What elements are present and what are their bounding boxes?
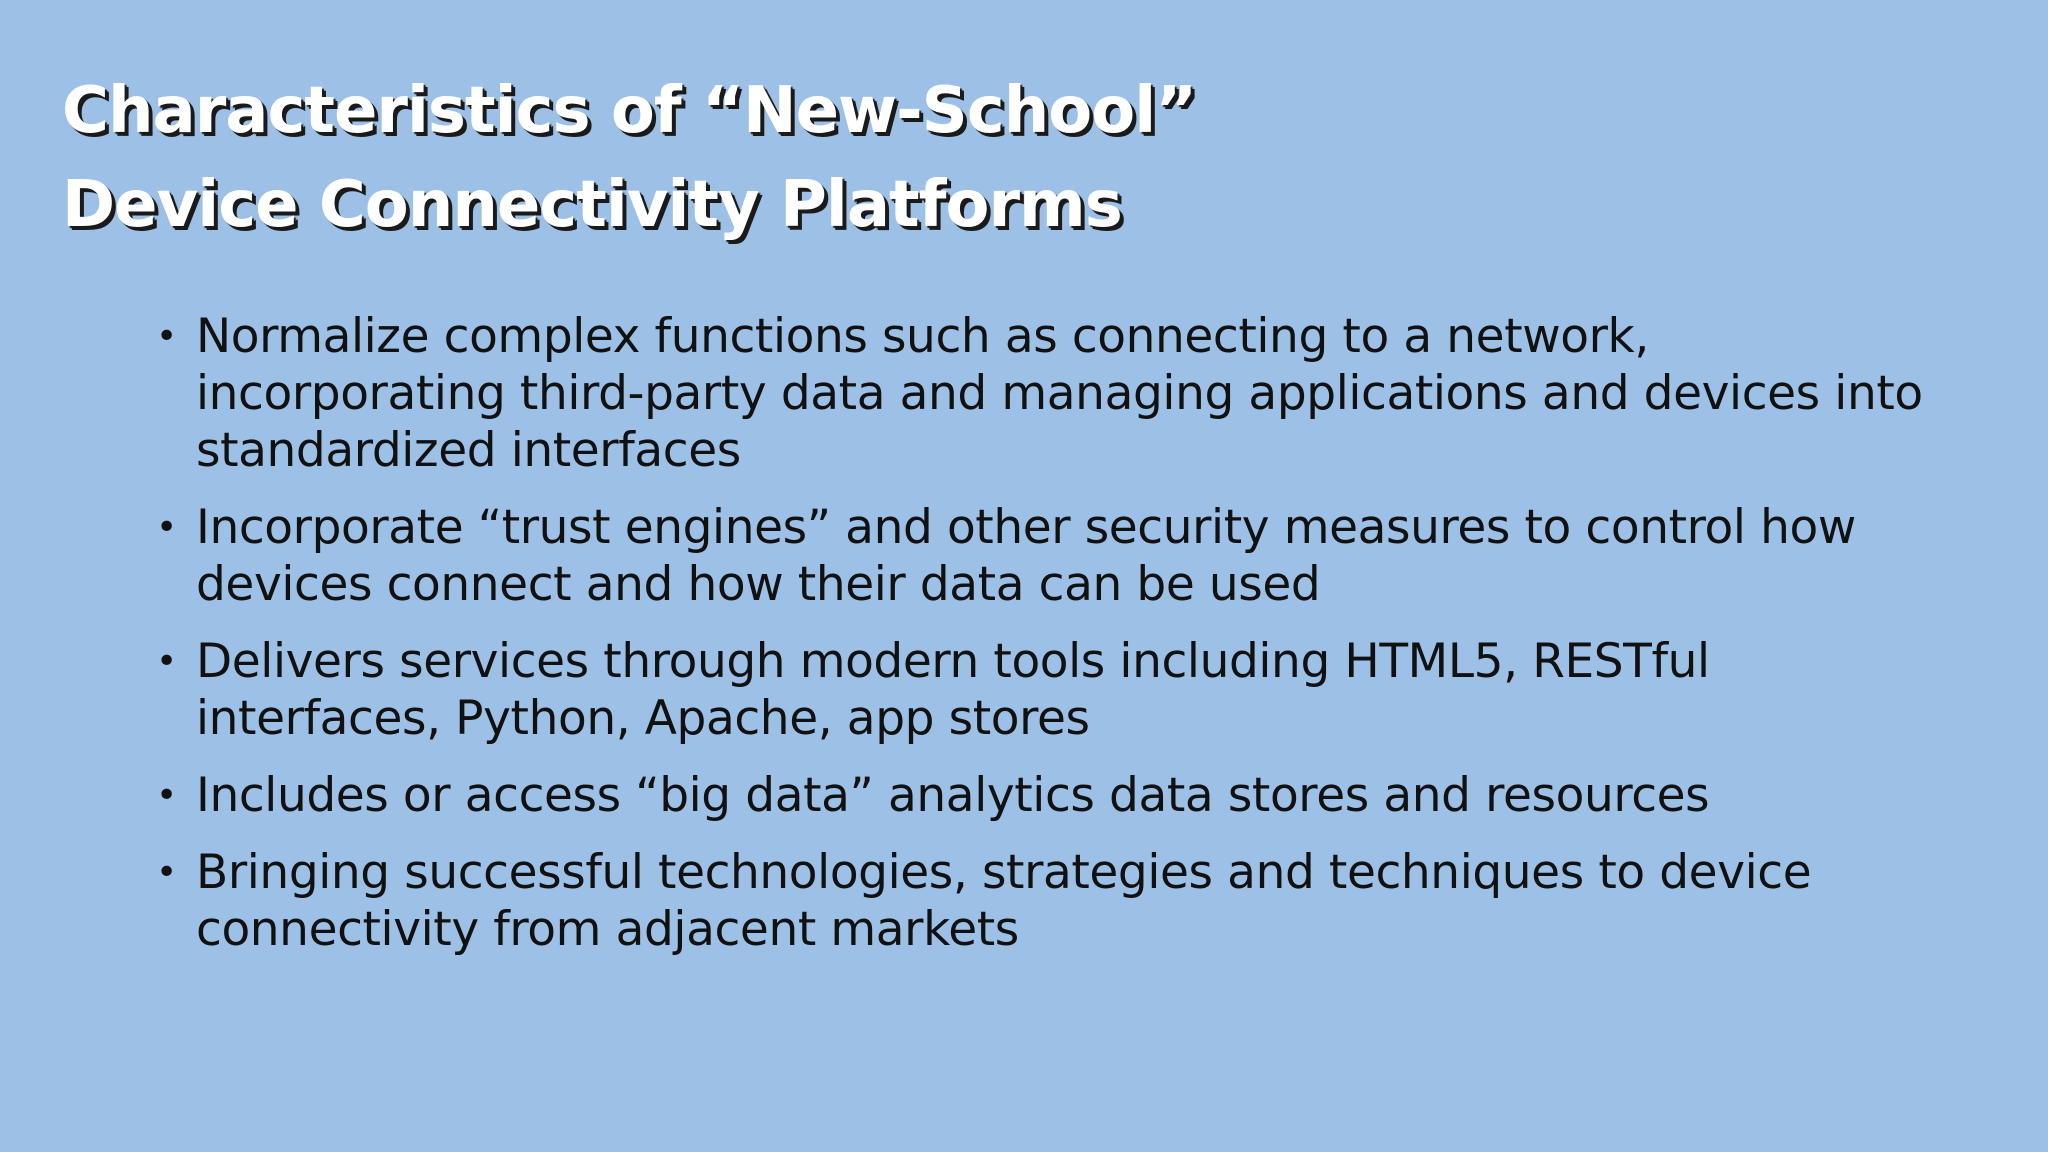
slide-title-line-1: Characteristics of “New-School”	[62, 74, 1197, 148]
bullet-text: Incorporate “trust engines” and other security measures to control how devices connect and how their data can be used	[196, 500, 1856, 612]
bullet-item	[152, 633, 1932, 747]
bullet-item	[152, 499, 1932, 613]
bullet-dot-icon: •	[156, 316, 177, 357]
bullet-item	[152, 308, 1932, 479]
bullet-list	[152, 308, 1932, 978]
bullet-dot-icon: •	[156, 852, 177, 893]
bullet-dot-icon: •	[156, 775, 177, 816]
bullet-dot-icon: •	[156, 507, 177, 548]
bullet-text: Delivers services through modern tools including HTML5, RESTful interfaces, Python, Apache, app stores	[196, 634, 1710, 746]
bullet-text: Bringing successful technologies, strategies and techniques to device connectivity from adjacent markets	[196, 845, 1812, 957]
slide-title-line-2: Device Connectivity Platforms	[62, 168, 1122, 242]
slide-title	[62, 64, 1562, 252]
bullet-dot-icon: •	[156, 641, 177, 682]
bullet-item	[152, 844, 1932, 958]
bullet-text: Includes or access “big data” analytics data stores and resources	[196, 768, 1710, 823]
bullet-text: Normalize complex functions such as connecting to a network, incorporating third-party data and managing applications and devices into standardized interfaces	[196, 309, 1923, 478]
bullet-item	[152, 767, 1932, 824]
